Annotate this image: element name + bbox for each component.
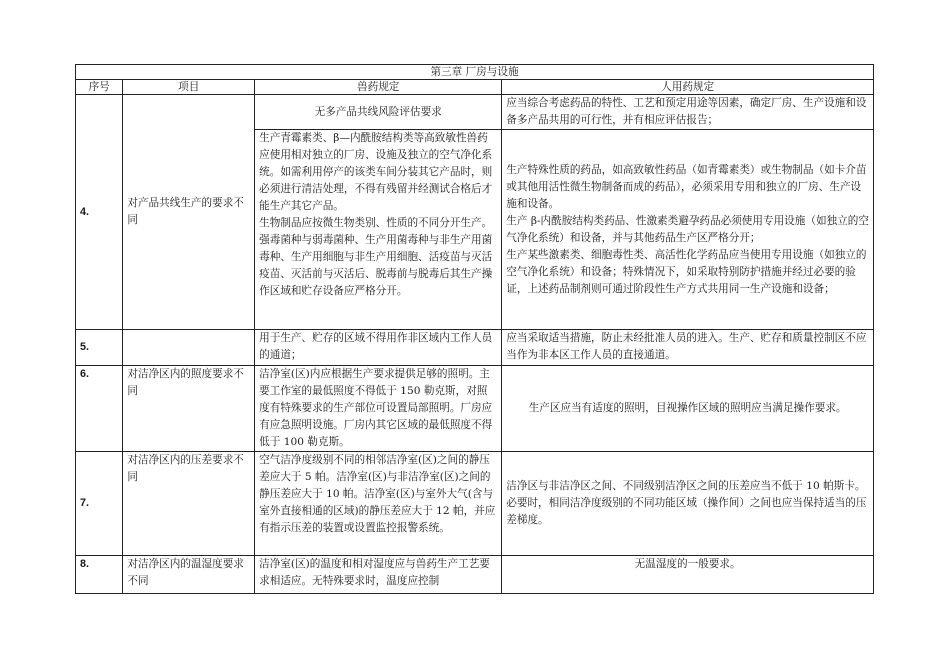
table-row <box>76 330 874 366</box>
header-vet: 兽药规定 <box>255 80 502 95</box>
row-item <box>123 330 255 366</box>
human-rule: 无温湿度的一般要求。 <box>502 556 874 594</box>
row-item: 对洁净区内的温湿度要求不同 <box>123 556 255 594</box>
row-item: 对产品共线生产的要求不同 <box>123 95 255 330</box>
table-row <box>76 556 874 594</box>
human-rule <box>502 130 874 330</box>
row-number: 7. <box>76 452 123 556</box>
chapter-title: 第三章 厂房与设施 <box>76 65 874 80</box>
table-row <box>76 366 874 452</box>
human-rule-paragraph: 生产特殊性质的药品，如高致敏性药品（如青霉素类）或生物制品（如卡介苗或其他用活性微生物制备而成的药品），必须采用专用和独立的厂房、生产设施和设备。 <box>506 163 867 210</box>
table-row <box>76 95 874 130</box>
row-number: 8. <box>76 556 123 594</box>
vet-rule: 无多产品共线风险评估要求 <box>255 95 502 130</box>
vet-rule <box>255 130 502 330</box>
row-item: 对洁净区内的照度要求不同 <box>123 366 255 452</box>
vet-rule: 洁净室(区)内应根据生产要求提供足够的照明。主要工作室的最低照度不得低于 150 勒克斯，对照度有特殊要求的生产部位可设置局部照明。厂房应有应急照明设施。厂房内其它区域的最低照度不得低于 100 勒克斯。 <box>255 366 502 452</box>
row-number: 5. <box>76 330 123 366</box>
header-item: 项目 <box>123 80 255 95</box>
human-rule-paragraph: 生产 β-内酰胺结构类药品、性激素类避孕药品必须使用专用设施（如独立的空气净化系统）和设备，并与其他药品生产区严格分开； <box>506 214 869 244</box>
human-rule: 生产区应当有适度的照明，目视操作区域的照明应当满足操作要求。 <box>502 366 874 452</box>
vet-rule-paragraph: 生产青霉素类、β—内酰胺结构类等高致敏性兽药应使用相对独立的厂房、设施及独立的空气净化系统。如需利用停产的该类车间分装其它产品时，则必须进行清洁处理，不得有残留并经测试合格后才能生产其它产品。 <box>259 132 493 212</box>
vet-rule-paragraph: 生物制品应按微生物类别、性质的不同分开生产。强毒菌种与弱毒菌种、生产用菌毒种与非生产用菌毒种、生产用细胞与非生产用细胞、活疫苗与灭活疫苗、灭活前与灭活后、脱毒前与脱毒后其生产操作区域和贮存设备应严格分开。 <box>259 217 493 297</box>
table-row <box>76 452 874 556</box>
human-rule-paragraph: 生产某些激素类、细胞毒性类、高活性化学药品应当使用专用设施（如独立的空气净化系统）和设备；特殊情况下，如采取特别防护措施并经过必要的验证，上述药品制剂则可通过阶段性生产方式共用同一生产设施和设备； <box>506 248 867 295</box>
row-number: 4. <box>76 95 123 330</box>
row-item: 对洁净区内的压差要求不同 <box>123 452 255 556</box>
vet-rule: 洁净室(区)的温度和相对湿度应与兽药生产工艺要求相适应。无特殊要求时，温度应控制 <box>255 556 502 594</box>
human-rule: 应当采取适当措施，防止未经批准人员的进入。生产、贮存和质量控制区不应当作为非本区工作人员的直接通道。 <box>502 330 874 366</box>
header-human: 人用药规定 <box>502 80 874 95</box>
header-no: 序号 <box>76 80 123 95</box>
row-number: 6. <box>76 366 123 452</box>
page-bottom-margin <box>0 599 950 672</box>
comparison-table <box>75 64 874 594</box>
human-rule: 洁净区与非洁净区之间、不同级别洁净区之间的压差应当不低于 10 帕斯卡。必要时，相同洁净度级别的不同功能区域（操作间）之间也应当保持适当的压差梯度。 <box>502 452 874 556</box>
vet-rule: 空气洁净度级别不同的相邻洁净室(区)之间的静压差应大于 5 帕。洁净室(区)与非洁净室(区)之间的静压差应大于 10 帕。洁净室(区)与室外大气(含与室外直接相通的区域)的静压差应大于 12 帕，并应有指示压差的装置或设置监控报警系统。 <box>255 452 502 556</box>
vet-rule: 用于生产、贮存的区域不得用作非区域内工作人员的通道； <box>255 330 502 366</box>
human-rule: 应当综合考虑药品的特性、工艺和预定用途等因素，确定厂房、生产设施和设备多产品共用的可行性，并有相应评估报告； <box>502 95 874 130</box>
